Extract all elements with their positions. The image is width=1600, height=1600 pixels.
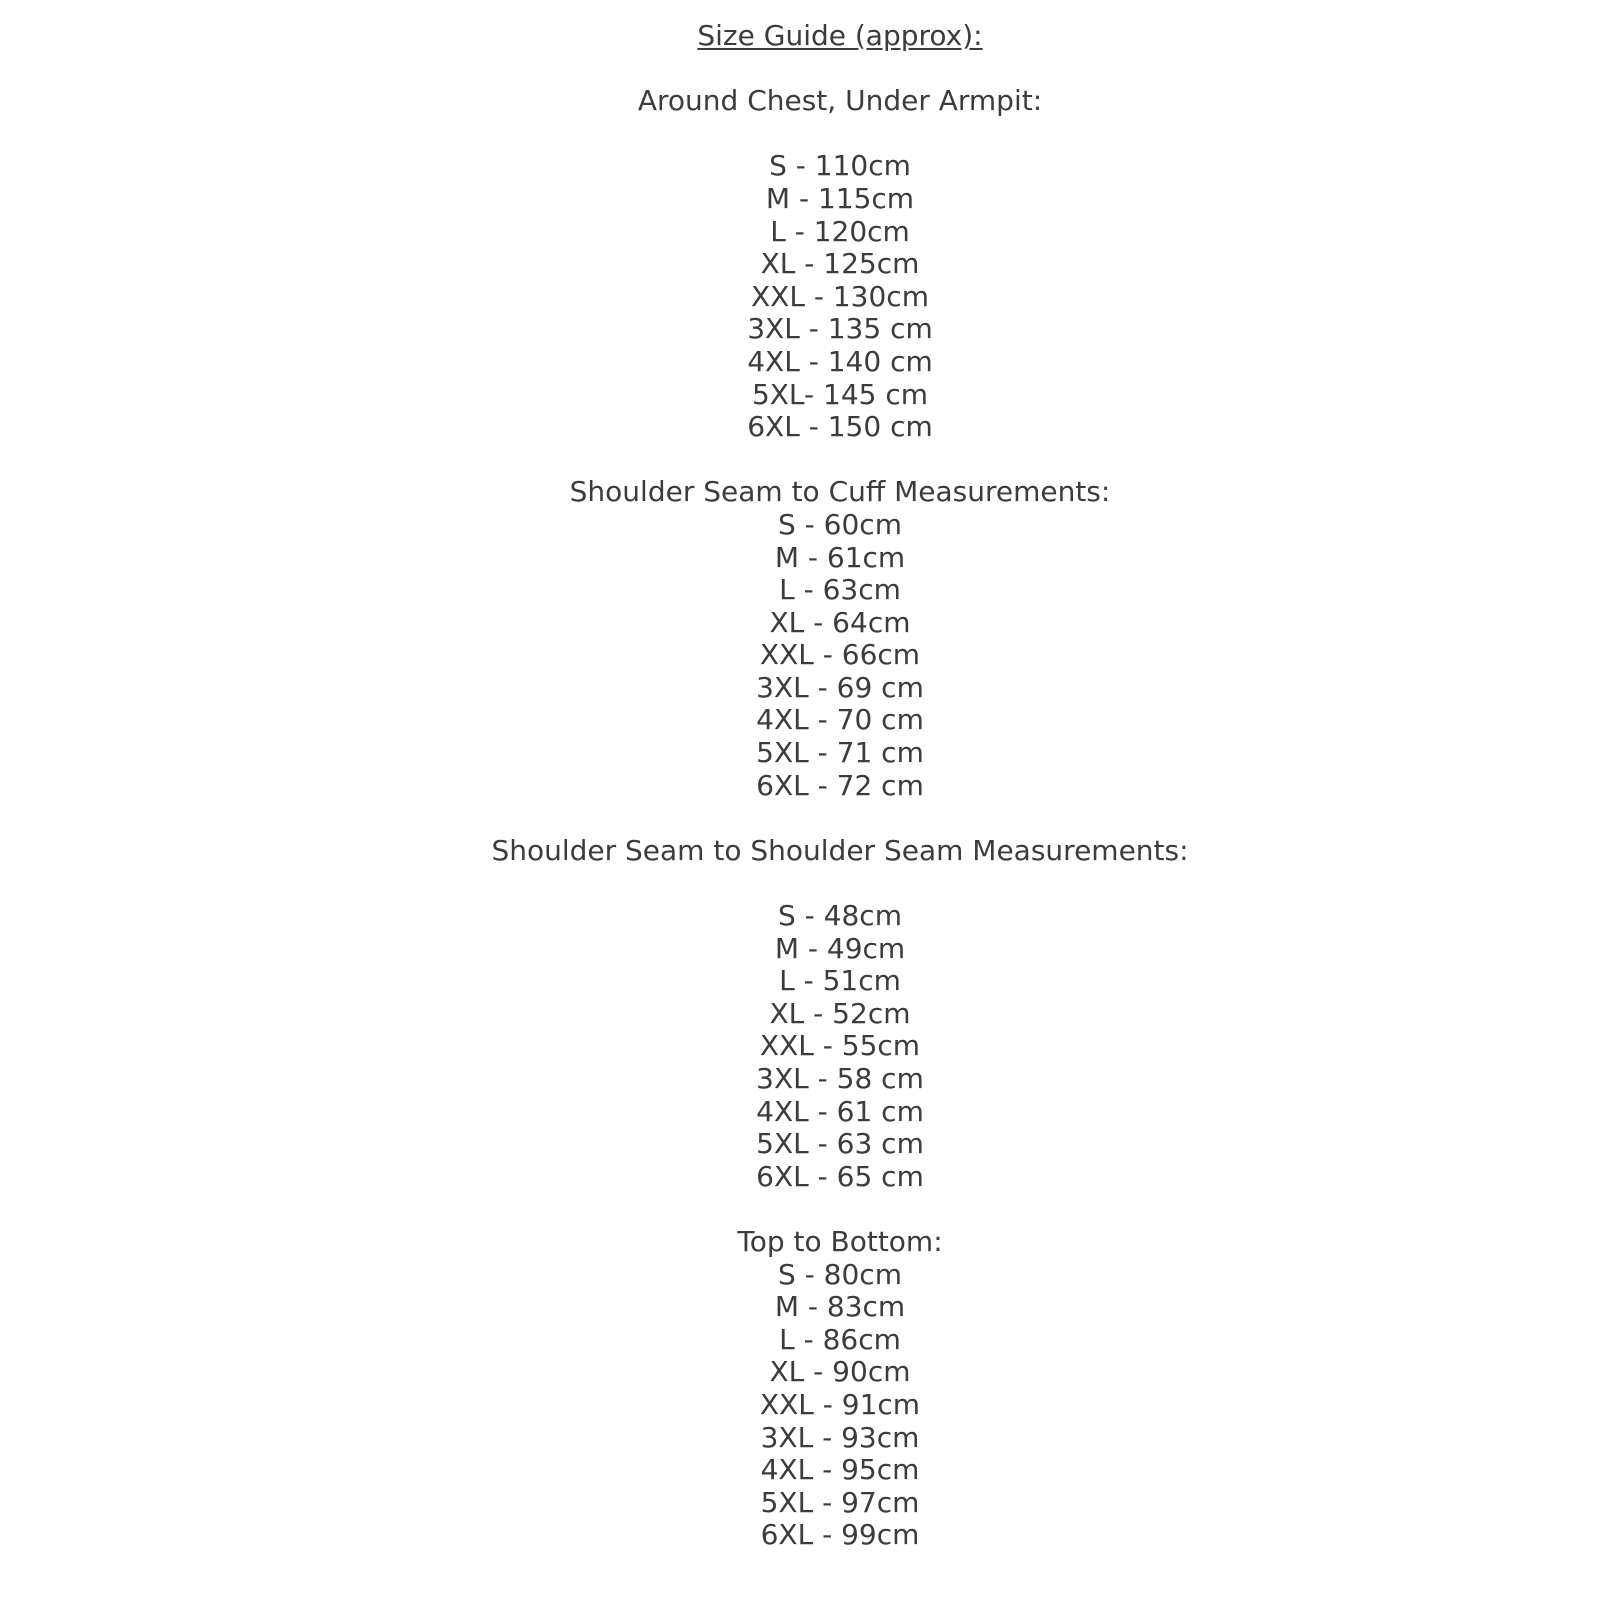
size-row: 3XL - 135 cm — [747, 312, 933, 346]
size-row: XXL - 66cm — [759, 638, 921, 672]
size-list — [80, 1259, 1600, 1552]
size-row: 5XL- 145 cm — [751, 377, 929, 411]
size-row: XXL - 91cm — [759, 1387, 921, 1421]
size-row: XXL - 55cm — [759, 1029, 921, 1063]
size-row: 6XL - 72 cm — [756, 768, 924, 802]
size-row: 4XL - 95cm — [760, 1453, 920, 1487]
size-row: 4XL - 70 cm — [756, 703, 924, 737]
size-row: 5XL - 63 cm — [756, 1127, 924, 1161]
section-heading: Top to Bottom: — [737, 1224, 943, 1258]
size-row: 5XL - 71 cm — [756, 736, 924, 770]
size-row: 3XL - 58 cm — [756, 1062, 924, 1095]
size-row: 3XL - 93cm — [760, 1420, 920, 1454]
size-row: 6XL - 99cm — [760, 1518, 920, 1552]
size-list — [80, 900, 1600, 1193]
size-row: XL - 64cm — [769, 605, 911, 639]
size-sections — [80, 85, 1600, 1552]
size-row: S - 110cm — [769, 149, 911, 183]
size-row: XXL - 130cm — [751, 279, 929, 313]
size-row: S - 80cm — [778, 1257, 902, 1291]
page-title: Size Guide (approx): — [697, 19, 983, 52]
size-row: M - 49cm — [774, 931, 906, 965]
size-row: XL - 125cm — [760, 247, 920, 281]
size-row: 3XL - 69 cm — [756, 670, 924, 704]
size-row: M - 83cm — [774, 1290, 906, 1324]
size-row: S - 60cm — [778, 507, 902, 541]
size-row: L - 120cm — [770, 214, 910, 248]
size-row: XL - 52cm — [769, 996, 911, 1030]
size-list — [80, 509, 1600, 802]
size-row: 4XL - 61 cm — [756, 1094, 924, 1128]
size-row: L - 51cm — [779, 964, 901, 998]
size-row: 6XL - 65 cm — [756, 1159, 924, 1193]
section-heading: Around Chest, Under Armpit: — [637, 84, 1043, 118]
size-row: XL - 90cm — [769, 1355, 911, 1389]
size-row: M - 61cm — [774, 540, 906, 574]
section-heading: Shoulder Seam to Cuff Measurements: — [569, 475, 1111, 509]
size-row: L - 86cm — [779, 1322, 901, 1356]
size-row: L - 63cm — [779, 573, 901, 607]
size-row: 4XL - 140 cm — [747, 344, 933, 378]
size-row: M - 115cm — [765, 181, 915, 215]
size-row: S - 48cm — [778, 899, 902, 933]
section-heading: Shoulder Seam to Shoulder Seam Measurements: — [491, 833, 1189, 867]
size-row: 6XL - 150 cm — [747, 410, 933, 444]
size-list — [80, 150, 1600, 443]
size-row: 5XL - 97cm — [760, 1485, 920, 1519]
